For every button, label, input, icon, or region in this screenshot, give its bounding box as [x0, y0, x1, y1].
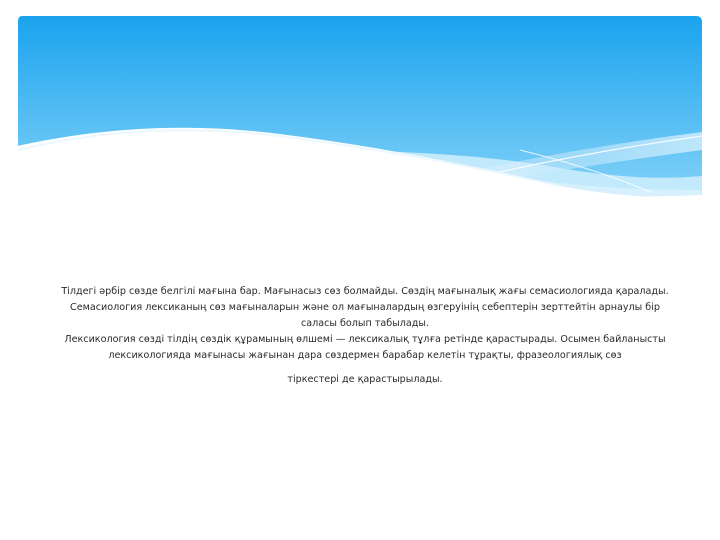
paragraph-lexicology: Лексикология сөзді тілдің сөздік құрамының өлшемі — лексикалық тұлға ретінде қарастырады. Осымен байланысты лексикологияда мағынасы жағынан дара сөздермен барабар келетін тұрақты, фразеологиялық сөз	[64, 334, 666, 361]
paragraph-semasiology: Тілдегі әрбір сөзде белгілі мағына бар. Мағынасыз сөз болмайды. Сөздің мағыналық жағы семасиологияда қаралады. Семасиология лексиканың сөз мағыналарын және ол мағыналардың өзгеруінің себептерін зерттейтін арнаулы бір саласы болып табылады.	[61, 286, 669, 329]
slide-body-text	[52, 284, 678, 388]
header-wave-banner	[0, 0, 720, 200]
paragraph-continuation: тіркестері де қарастырылады.	[287, 374, 443, 385]
